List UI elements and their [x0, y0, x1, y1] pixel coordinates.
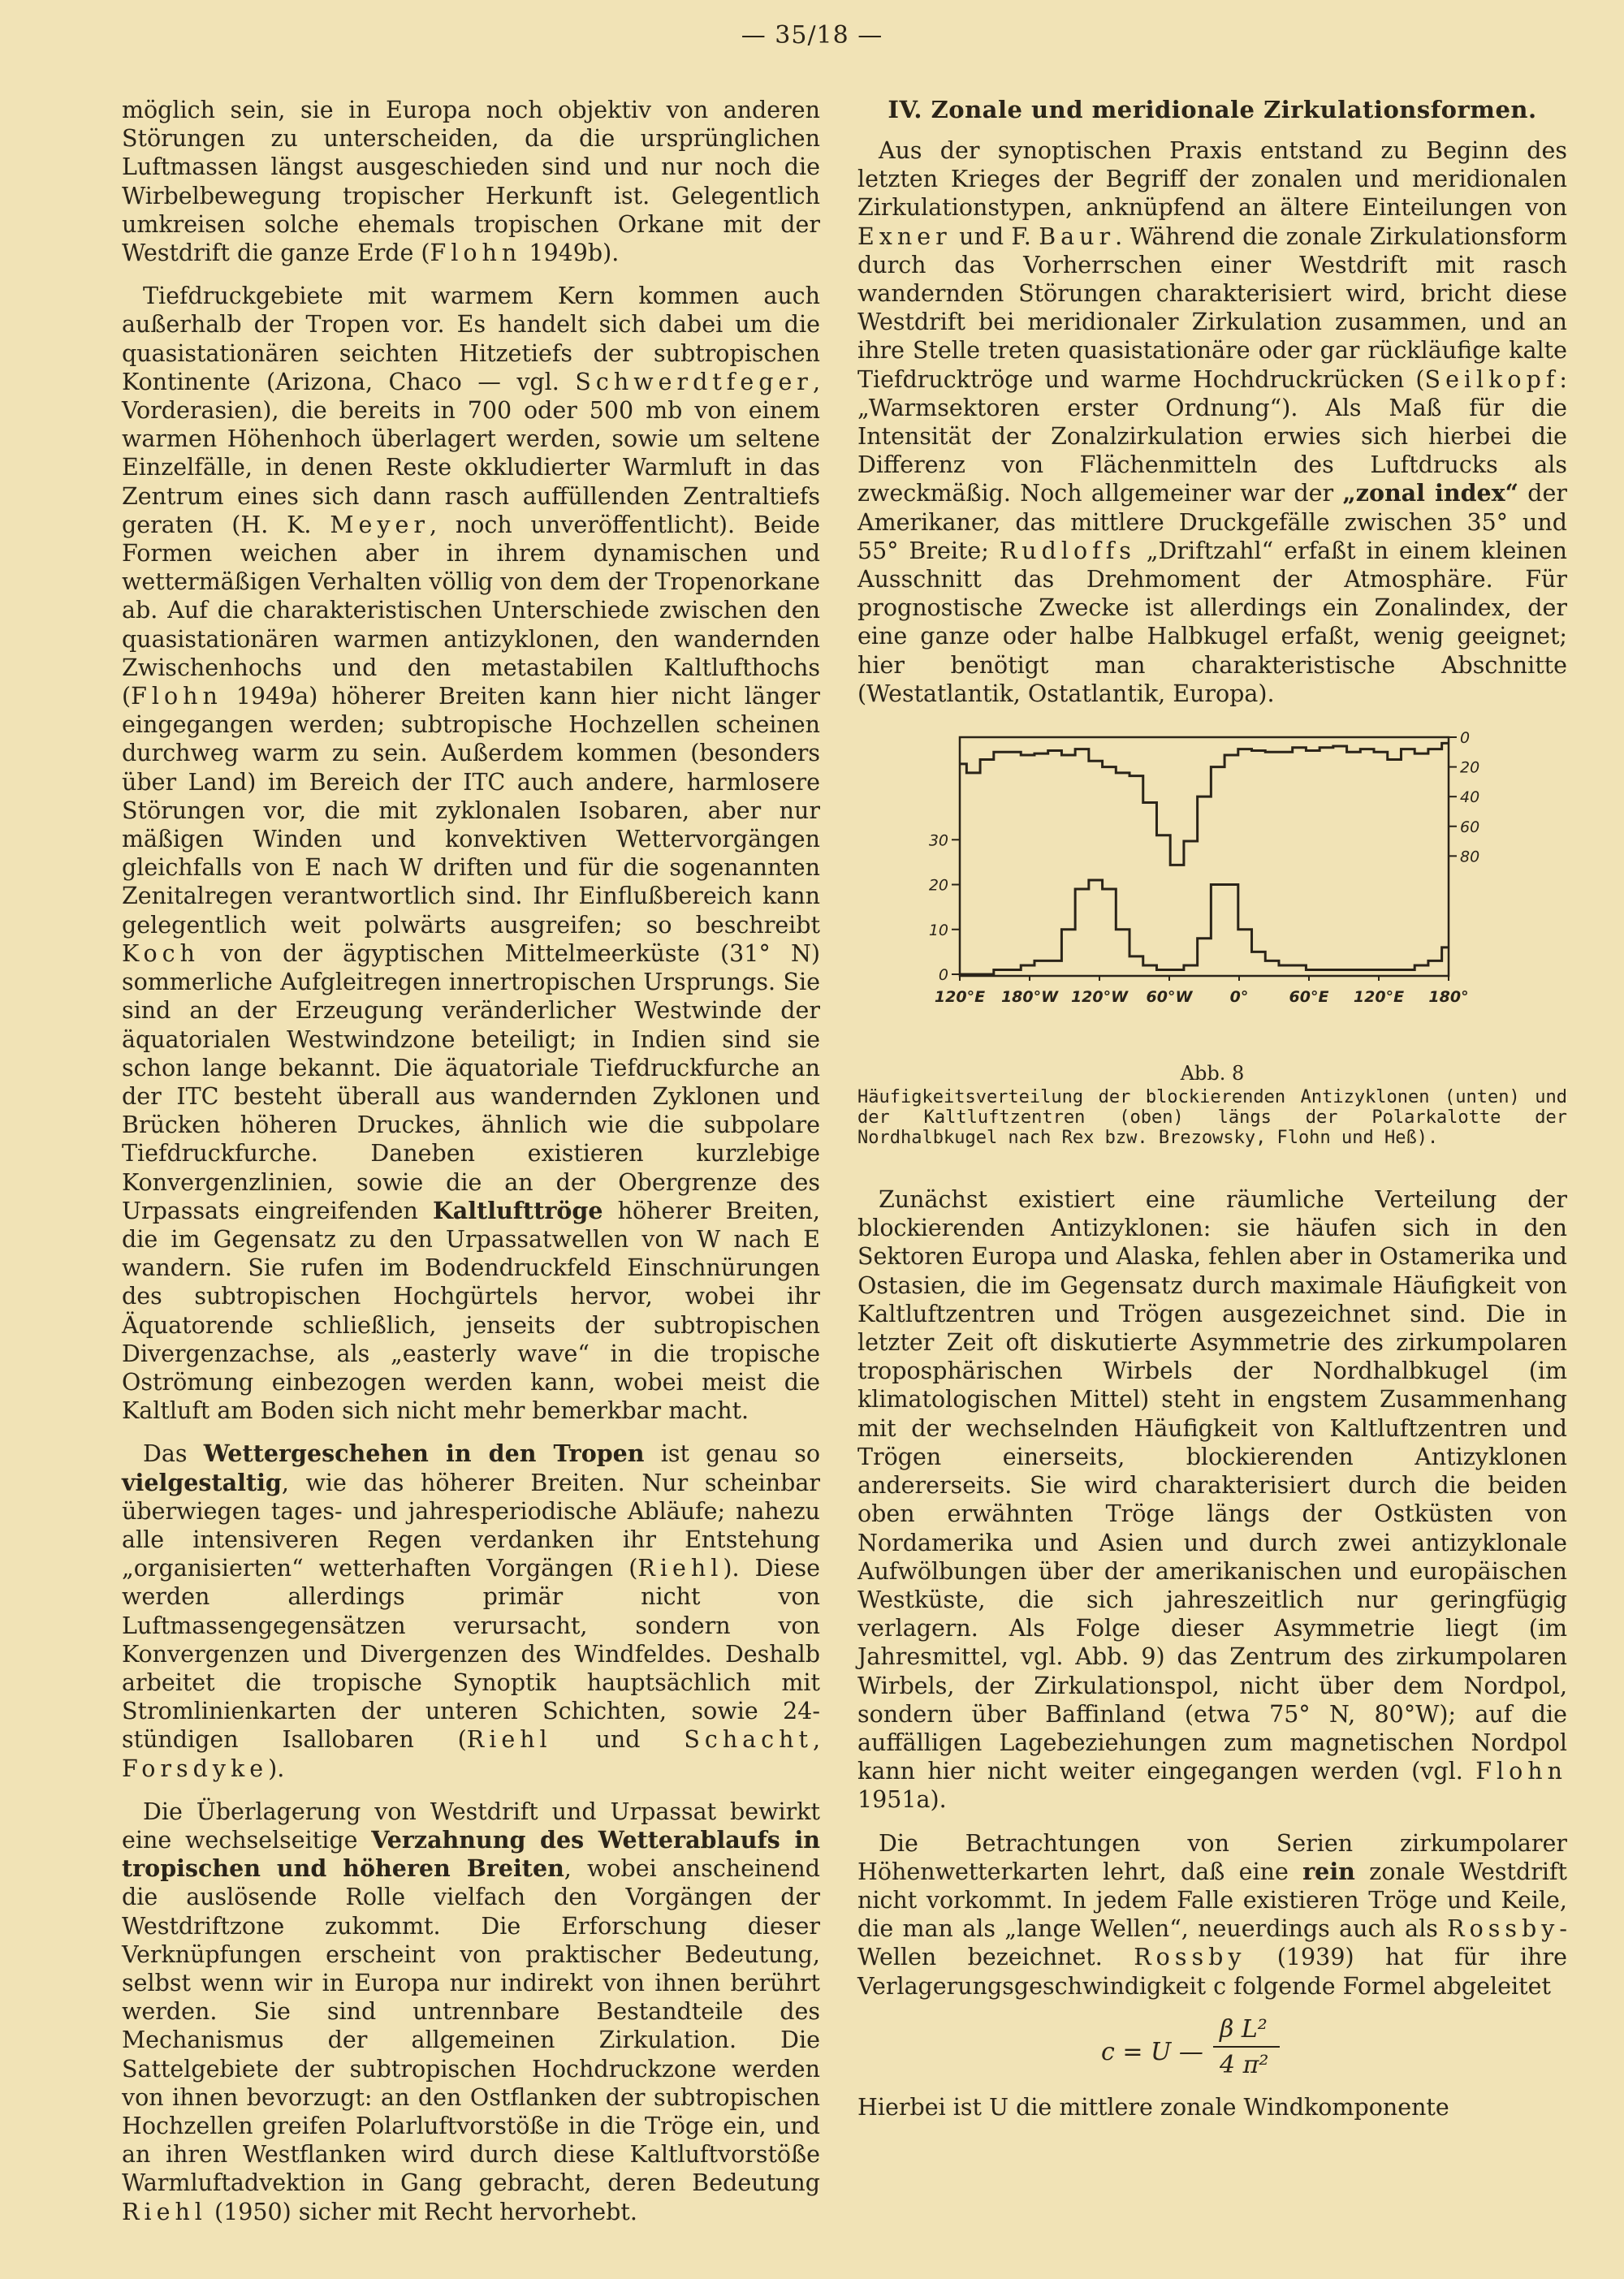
chart-frame — [960, 737, 1449, 976]
x-tick-label: 60°W — [1146, 988, 1193, 1007]
paragraph: Das Wettergeschehen in den Tropen ist genau so vielgestaltig, wie das höherer Breiten. Nur scheinbar überwiegen tages- und jahresperiodische Abläufe; nahezu alle intensiveren Regen verdanken ihr Entstehung „organisierten“ wetterhaften Vorgängen (Riehl). Diese werden allerdings primär nicht von Luftmassengegensätzen verursacht, sondern von Konvergenzen und Divergenzen des Windfeldes. Deshalb arbeitet die tropische Synoptik hauptsächlich mit Stromlinienkarten der unteren Schichten, sowie 24-stündigen Isallobaren (Riehl und Schacht, Forsdyke). — [122, 1439, 821, 1782]
x-tick-label: 0° — [1229, 988, 1249, 1007]
figure-caption — [857, 1064, 1567, 1148]
figure-caption-text: Häufigkeitsverteilung der blockierenden Antizyklonen (unten) und der Kaltluftzentren (oben) längs der Polarkalotte der Nordhalbkugel nach Rex bzw. Brezowsky, Flohn und Heß). — [857, 1087, 1567, 1149]
formula-numerator: β L² — [1220, 2014, 1268, 2044]
right-tick-label: 40 — [1460, 788, 1480, 807]
x-tick-label: 180° — [1428, 988, 1469, 1007]
right-tick-label: 60 — [1460, 818, 1480, 836]
page-number: — 35/18 — — [741, 21, 883, 50]
x-tick-label: 60°E — [1289, 988, 1329, 1007]
figure-abb-8 — [857, 723, 1567, 1064]
paragraph: Tiefdruckgebiete mit warmem Kern kommen auch außerhalb der Tropen vor. Es handelt sich dabei um die quasistationären seichten Hitzetiefs der subtropischen Kontinente (Arizona, Chaco — vgl. Schwerdtfeger, Vorderasien), die bereits in 700 oder 500 mb von einem warmen Höhenhoch überlagert werden, sowie um seltene Einzelfälle, in denen Reste okkludierter Warmluft in das Zentrum eines sich dann rasch auffüllenden Zentraltiefs geraten (H. K. Meyer, noch unveröffentlicht). Beide Formen weichen aber in ihrem dynamischen und wettermäßigen Verhalten völlig von dem der Tropenorkane ab. Auf die charakteristischen Unterschiede zwischen den quasistationären warmen antizyklonen, den wandernden Zwischenhochs und den metastabilen Kaltlufthochs (Flohn 1949a) höherer Breiten kann hier nicht länger eingegangen werden; subtropische Hochzellen scheinen durchweg warm zu sein. Außerdem kommen (besonders über Land) im Bereich der ITC auch andere, harmlosere Störungen vor, die mit zyklonalen Isobaren, aber nur mäßigen Winden und konvektiven Wettervorgängen gleichfalls von E nach W driften und für die sogenannten Zenitalregen verantwortlich sind. Ihr Einflußbereich kann gelegentlich weit polwärts ausgreifen; so beschreibt Koch von der ägyptischen Mittelmeerküste (31° N) sommerliche Aufgleitregen innertropischen Ursprungs. Sie sind an der Erzeugung veränderlicher Westwinde der äquatorialen Westwindzone beteiligt; in Indien sind sie schon lange bekannt. Die äquatoriale Tiefdruckfurche an der ITC besteht überall aus wandernden Zyklonen und Brücken höheren Druckes, ähnlich wie die subpolare Tiefdruckfurche. Daneben existieren kurzlebige Konvergenzlinien, sowie die an der Obergrenze des Urpassats eingreifenden Kaltlufttröge höherer Breiten, die im Gegensatz zu den Urpassatwellen von W nach E wandern. Sie rufen im Bodendruckfeld Einschnürungen des subtropischen Hochgürtels hervor, wobei ihr Äquatorende schließlich, jenseits der subtropischen Divergenzachse, als „easterly wave“ in die tropische Oströmung einbezogen werden kann, wobei meist die Kaltluft am Boden sich nicht mehr bemerkbar macht. — [122, 283, 820, 1425]
left-tick-label: 0 — [938, 966, 948, 985]
formula-lhs: c = U — — [1101, 2037, 1203, 2066]
section-title: IV. Zonale und meridionale Zirkulationsformen. — [888, 96, 1537, 123]
paragraph: Hierbei ist U die mittlere zonale Windkomponente — [857, 2093, 1449, 2121]
x-tick-label: 120°E — [1353, 988, 1405, 1007]
paragraph: Die Betrachtungen von Serien zirkumpolarer Höhenwetterkarten lehrt, daß eine rein zonale Westdrift nicht vorkommt. In jedem Falle existieren Tröge und Keile, die man als „lange Wellen“, neuerdings auch als Rossby-Wellen bezeichnet. Rossby (1939) hat für ihre Verlagerungsgeschwindigkeit c folgende Formel abgeleitet — [857, 1829, 1567, 2000]
paragraph: möglich sein, sie in Europa noch objektiv von anderen Störungen zu unterscheiden, da die ursprünglichen Luftmassen längst ausgeschieden sind und nur noch die Wirbelbewegung tropischer Herkunft ist. Gelegentlich umkreisen solche ehemals tropischen Orkane mit der Westdrift die ganze Erde (Flohn 1949b). — [122, 97, 820, 267]
left-tick-label: 20 — [928, 876, 948, 895]
paragraph: Die Überlagerung von Westdrift und Urpassat bewirkt eine wechselseitige Verzahnung des Wetterablaufs in tropischen und höheren Breiten, wobei anscheinend die auslösende Rolle vielfach den Vorgängen der Westdriftzone zukommt. Die Erforschung dieser Verknüpfungen erscheint von praktischer Bedeutung, selbst wenn wir in Europa nur indirekt von ihnen berührt werden. Sie sind untrennbare Bestandteile des Mechanismus der allgemeinen Zirkulation. Die Sattelgebiete der subtropischen Hochdruckzone werden von ihnen bevorzugt: an den Ostflanken der subtropischen Hochzellen greifen Polarluftvorstöße in die Tröge ein, und an ihren Westflanken wird durch diese Kaltluftvorstöße Warmluftadvektion in Gang gebracht, deren Bedeutung Riehl (1950) sicher mit Recht hervorhebt. — [122, 1798, 820, 2225]
right-column — [857, 96, 1567, 2136]
rossby-formula — [857, 2015, 1567, 2090]
paragraph: Aus der synoptischen Praxis entstand zu Beginn des letzten Krieges der Begriff der zonalen und meridionalen Zirkulationstypen, anknüpfend an ältere Einteilungen von Exner und F. Baur. Während die zonale Zirkulationsform durch das Vorherrschen einer Westdrift mit rasch wandernden Störungen charakterisiert wird, bricht diese Westdrift bei meridionaler Zirkulation zusammen, und an ihre Stelle treten quasistationäre oder gar rückläufige kalte Tiefdrucktröge und warme Hochdruckrücken (Seilkopf: „Warmsektoren erster Ordnung“). Als Maß für die Intensität der Zonalzirkulation erwies sich hierbei die Differenz von Flächenmitteln des Luftdrucks als zweckmäßig. Noch allgemeiner war der „zonal index“ der Amerikaner, das mittlere Druckgefälle zwischen 35° und 55° Breite; Rudloffs „Driftzahl“ erfaßt in einem kleinen Ausschnitt das Drehmoment der Atmosphäre. Für prognostische Zwecke ist allerdings ein Zonalindex, der eine ganze oder halbe Halbkugel erfaßt, wenig geeignet; hier benötigt man charakteristische Abschnitte (Westatlantik, Ostatlantik, Europa). — [857, 137, 1567, 707]
formula-denominator: 4 π² — [1220, 2050, 1269, 2079]
left-column — [122, 96, 820, 2241]
formula-fraction-bar — [1213, 2046, 1280, 2048]
right-tick-label: 0 — [1460, 729, 1471, 748]
left-tick-label: 10 — [928, 921, 948, 939]
right-tick-label: 20 — [1460, 758, 1480, 777]
series-kaltluftzentren — [960, 743, 1449, 865]
x-tick-label: 180°W — [1000, 988, 1059, 1007]
frequency-chart — [857, 723, 1567, 1064]
figure-label: Abb. 8 — [1180, 1062, 1245, 1086]
x-tick-label: 120°W — [1070, 988, 1129, 1007]
series-blockierende-antizyklonen — [960, 880, 1449, 974]
paragraph: Zunächst existiert eine räumliche Verteilung der blockierenden Antizyklonen: sie häufen sich in den Sektoren Europa und Alaska, fehlen aber in Ostamerika und Ostasien, die im Gegensatz durch maximale Häufigkeit von Kaltluftzentren und Trögen ausgezeichnet sind. Die in letzter Zeit oft diskutierte Asymmetrie des zirkumpolaren troposphärischen Wirbels der Nordhalbkugel (im klimatologischen Mittel) steht in engstem Zusammenhang mit der wechselnden Häufigkeit von Kaltluftzentren und Trögen einerseits, blockierenden Antizyklonen andererseits. Sie wird charakterisiert durch die beiden oben erwähnten Tröge längs der Ostküsten von Nordamerika und Asien und durch zwei antizyklonale Aufwölbungen über der amerikanischen und europäischen Westküste, die sich jahreszeitlich nur geringfügig verlagern. Als Folge dieser Asymmetrie liegt (im Jahresmittel, vgl. Abb. 9) das Zentrum des zirkumpolaren Wirbels, der Zirkulationspol, nicht über dem Nordpol, sondern über Baffinland (etwa 75° N, 80°W); auf die auffälligen Lagebeziehungen zum magnetischen Nordpol kann hier nicht weiter eingegangen werden (vgl. Flohn 1951a). — [857, 1186, 1567, 1814]
x-tick-label: 120°E — [934, 988, 986, 1007]
left-tick-label: 30 — [928, 831, 948, 850]
right-tick-label: 80 — [1460, 848, 1480, 866]
